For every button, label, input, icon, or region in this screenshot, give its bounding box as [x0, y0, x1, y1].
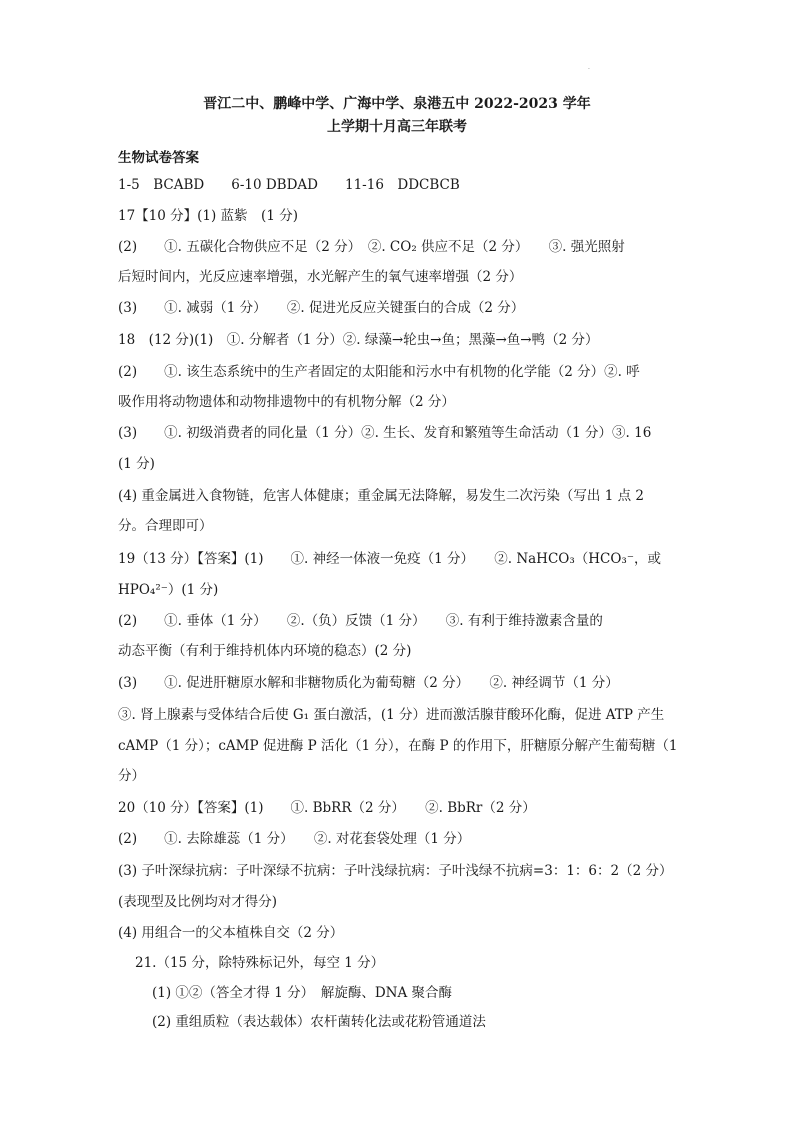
document-title-line2: 上学期十月高三年联考 [327, 119, 467, 135]
answers-1-16: 1-5 BCABD 6-10 DBDAD 11-16 DDCBCB [118, 177, 460, 193]
q21-intro: 21.（15 分，除特殊标记外，每空 1 分） [135, 955, 385, 971]
q19-part1-a: 19（13 分）【答案】(1) ①. 神经一体液一免疫（1 分） ②. NaHCO₃（HCO₃⁻，或 [118, 551, 661, 567]
q20-part3-b: (表现型及比例均对才得分) [118, 894, 278, 910]
q18-part1: 18 (12 分)(1) ①. 分解者（1 分）②. 绿藻→轮虫→鱼；黑藻→鱼→鸭（2 分） [118, 332, 599, 348]
q19-part3-b: ③. 肾上腺素与受体结合后使 G₁ 蛋白激活，(1 分）进而激活腺苷酸环化酶，促进 ATP 产生 [118, 707, 665, 723]
q19-part3-a: (3) ①. 促进肝糖原水解和非糖物质化为葡萄糖（2 分） ②. 神经调节（1 分） [118, 675, 619, 691]
q19-part2-a: (2) ①. 垂体（1 分） ②.（负）反馈（1 分） ③. 有利于维持激素含量的 [118, 613, 603, 629]
q18-part4-b: 分。合理即可） [118, 518, 213, 534]
q17-part2-b: 后短时间内，光反应速率增强，水光解产生的氧气速率增强（2 分） [118, 269, 523, 285]
q18-part2-b: 吸作用将动物遗体和动物排遗物中的有机物分解（2 分） [118, 394, 455, 410]
q20-part2: (2) ①. 去除雄蕊（1 分） ②. 对花套袋处理（1 分） [118, 831, 471, 847]
document-title-line1: 晋江二中、鹏峰中学、广海中学、泉港五中 2022-2023 学年 [203, 96, 591, 112]
q18-part3-a: (3) ①. 初级消费者的同化量（1 分）②. 生长、发育和繁殖等生命活动（1 分）③. 16 [118, 425, 652, 441]
q20-part3-a: (3) 子叶深绿抗病：子叶深绿不抗病：子叶浅绿抗病：子叶浅绿不抗病=3：1：6：2（2 分） [118, 863, 673, 879]
q18-part2-a: (2) ①. 该生态系统中的生产者固定的太阳能和污水中有机物的化学能（2 分）②. 呼 [118, 364, 640, 380]
q20-part4: (4) 用组合一的父本植株自交（2 分） [118, 925, 344, 941]
q19-part3-c: cAMP（1 分）；cAMP 促进酶 P 活化（1 分），在酶 P 的作用下，肝糖原分解产生葡萄糖（1 [118, 738, 678, 754]
q17-part1: 17【10 分】(1) 蓝紫 (1 分) [118, 208, 298, 224]
q18-part3-b: (1 分) [118, 456, 155, 472]
q18-part4-a: (4) 重金属进入食物链，危害人体健康；重金属无法降解，易发生二次污染（写出 1 点 2 [118, 488, 644, 504]
q21-part1: (1) ①②（答全才得 1 分） 解旋酶、DNA 聚合酶 [152, 985, 453, 1001]
q17-part2-a: (2) ①. 五碳化合物供应不足（2 分） ②. CO₂ 供应不足（2 分） ③. 强光照射 [118, 239, 625, 255]
q17-part3: (3) ①. 减弱（1 分） ②. 促进光反应关键蛋白的合成（2 分） [118, 300, 525, 316]
q19-part1-b: HPO₄²⁻）(1 分) [118, 582, 219, 598]
q19-part3-d: 分） [118, 768, 145, 784]
q21-part2: (2) 重组质粒（表达载体）农杆菌转化法或花粉管通道法 [152, 1014, 486, 1030]
document-subtitle: 生物试卷答案 [118, 150, 199, 166]
page-dot: · [588, 66, 590, 73]
q20-part1: 20（10 分）【答案】(1) ①. BbRR（2 分） ②. BbRr（2 分） [118, 800, 536, 816]
q19-part2-b: 动态平衡（有利于维持机体内环境的稳态）(2 分) [118, 643, 412, 659]
